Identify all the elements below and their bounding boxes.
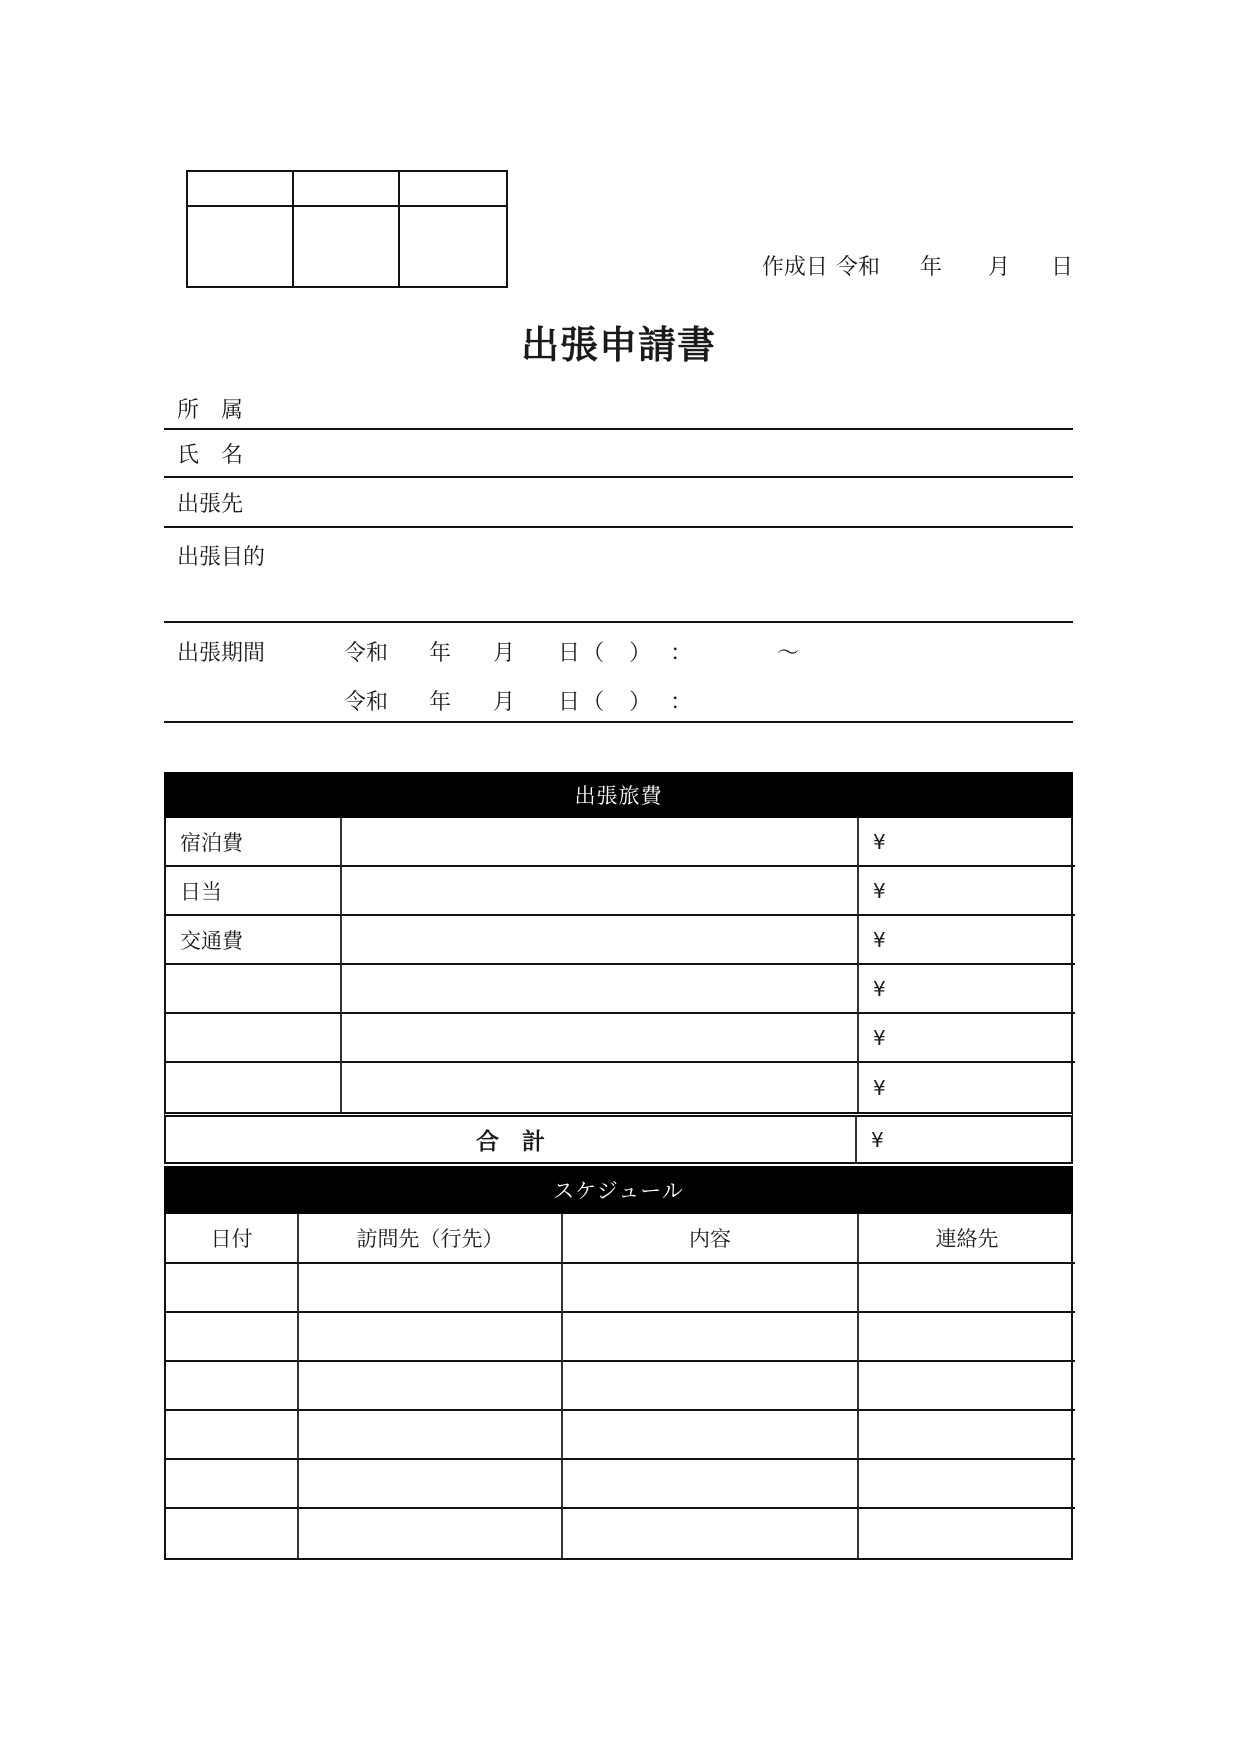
affiliation-label: 所 属 [177,397,244,423]
weekday-paren-close: ） [629,641,652,666]
schedule-cell[interactable] [563,1313,859,1362]
era-label: 令和 [344,641,389,666]
schedule-cell[interactable] [563,1362,859,1411]
schedule-cell[interactable] [563,1411,859,1460]
field-row-purpose [164,528,1073,623]
expense-detail-cell[interactable] [342,1063,859,1112]
purpose-input-area[interactable] [265,540,1073,621]
schedule-cell[interactable] [563,1460,859,1509]
schedule-cell[interactable] [299,1460,563,1509]
page-title: 出張申請書 [520,323,716,367]
expense-table [164,818,1073,1112]
month-suffix-label: 月 [493,690,516,715]
total-amount-cell[interactable]: ¥ [871,1127,884,1152]
expense-label-cell[interactable] [166,1014,342,1063]
expense-label-cell[interactable] [166,1063,342,1112]
schedule-cell[interactable] [166,1264,299,1313]
schedule-cell[interactable] [166,1313,299,1362]
time-colon: ： [670,641,693,666]
trip-period-label: 出張期間 [177,641,266,666]
expense-detail-cell[interactable] [342,916,859,965]
expense-label-cell: 宿泊費 [166,818,342,867]
trip-period-section [164,623,1073,723]
schedule-cell[interactable] [859,1362,1075,1411]
expense-amount-cell[interactable]: ¥ [859,818,1075,867]
expense-amount-cell[interactable]: ¥ [859,1014,1075,1063]
expense-detail-cell[interactable] [342,1014,859,1063]
year-suffix-label: 年 [919,255,942,280]
expense-amount-cell[interactable]: ¥ [859,867,1075,916]
expense-detail-cell[interactable] [342,818,859,867]
range-tilde: ～ [777,641,800,666]
approval-stamp-cell[interactable] [294,172,400,207]
name-input-line[interactable] [243,430,1073,476]
expense-and-schedule-section [164,772,1073,1560]
month-suffix-label: 月 [493,641,516,666]
year-suffix-label: 年 [429,690,452,715]
schedule-cell[interactable] [166,1411,299,1460]
expense-amount-cell[interactable]: ¥ [859,965,1075,1014]
weekday-paren-close: ） [629,690,652,715]
expense-amount-cell[interactable]: ¥ [873,1075,886,1100]
total-label: 合 計 [166,1117,857,1162]
expense-label-cell[interactable] [166,965,342,1014]
schedule-cell[interactable] [859,1313,1075,1362]
era-label: 令和 [344,690,389,715]
time-colon: ： [670,690,693,715]
purpose-label: 出張目的 [177,545,266,570]
schedule-col-header-destination: 訪問先（行先） [299,1214,563,1264]
schedule-cell[interactable] [299,1362,563,1411]
schedule-cell[interactable] [299,1264,563,1313]
expense-label-cell: 日当 [166,867,342,916]
field-row-affiliation [164,388,1073,430]
destination-input-line[interactable] [243,478,1073,526]
expense-detail-cell[interactable] [342,867,859,916]
schedule-header-bar: スケジュール [164,1166,1073,1214]
schedule-cell[interactable] [166,1362,299,1411]
schedule-cell[interactable] [299,1509,563,1558]
month-suffix-label: 月 [987,255,1010,280]
schedule-col-header-date: 日付 [166,1214,299,1264]
schedule-cell[interactable] [299,1411,563,1460]
day-suffix-label: 日 [558,690,581,715]
field-row-destination [164,478,1073,528]
created-date-line [164,250,1073,281]
schedule-table [164,1214,1073,1560]
expense-total-row [164,1112,1073,1164]
schedule-cell[interactable] [166,1460,299,1509]
weekday-paren-open: （ [582,690,605,715]
trip-period-start-row[interactable] [177,636,1073,667]
schedule-cell[interactable] [859,1411,1075,1460]
schedule-cell[interactable] [859,1509,1075,1558]
expense-label-cell: 交通費 [166,916,342,965]
day-suffix-label: 日 [1050,255,1073,280]
schedule-cell[interactable] [563,1509,859,1558]
schedule-col-header-contact: 連絡先 [859,1214,1075,1264]
schedule-col-header-content: 内容 [563,1214,859,1264]
schedule-cell[interactable] [563,1264,859,1313]
schedule-cell[interactable] [859,1460,1075,1509]
form-fields [164,388,1073,723]
approval-stamp-cell[interactable] [188,172,294,207]
name-label: 氏 名 [177,442,244,468]
year-suffix-label: 年 [429,641,452,666]
affiliation-input-line[interactable] [243,388,1073,428]
era-label: 令和 [835,255,880,280]
expense-amount-cell[interactable]: ¥ [859,916,1075,965]
created-date-label: 作成日 [761,255,828,280]
weekday-paren-open: （ [582,641,605,666]
destination-label: 出張先 [177,491,244,517]
approval-stamp-cell[interactable] [400,172,506,207]
expense-header-bar: 出張旅費 [164,772,1073,818]
trip-period-end-row[interactable] [177,685,1073,716]
field-row-name [164,430,1073,478]
schedule-cell[interactable] [859,1264,1075,1313]
schedule-cell[interactable] [299,1313,563,1362]
day-suffix-label: 日 [558,641,581,666]
schedule-cell[interactable] [166,1509,299,1558]
expense-detail-cell[interactable] [342,965,859,1014]
